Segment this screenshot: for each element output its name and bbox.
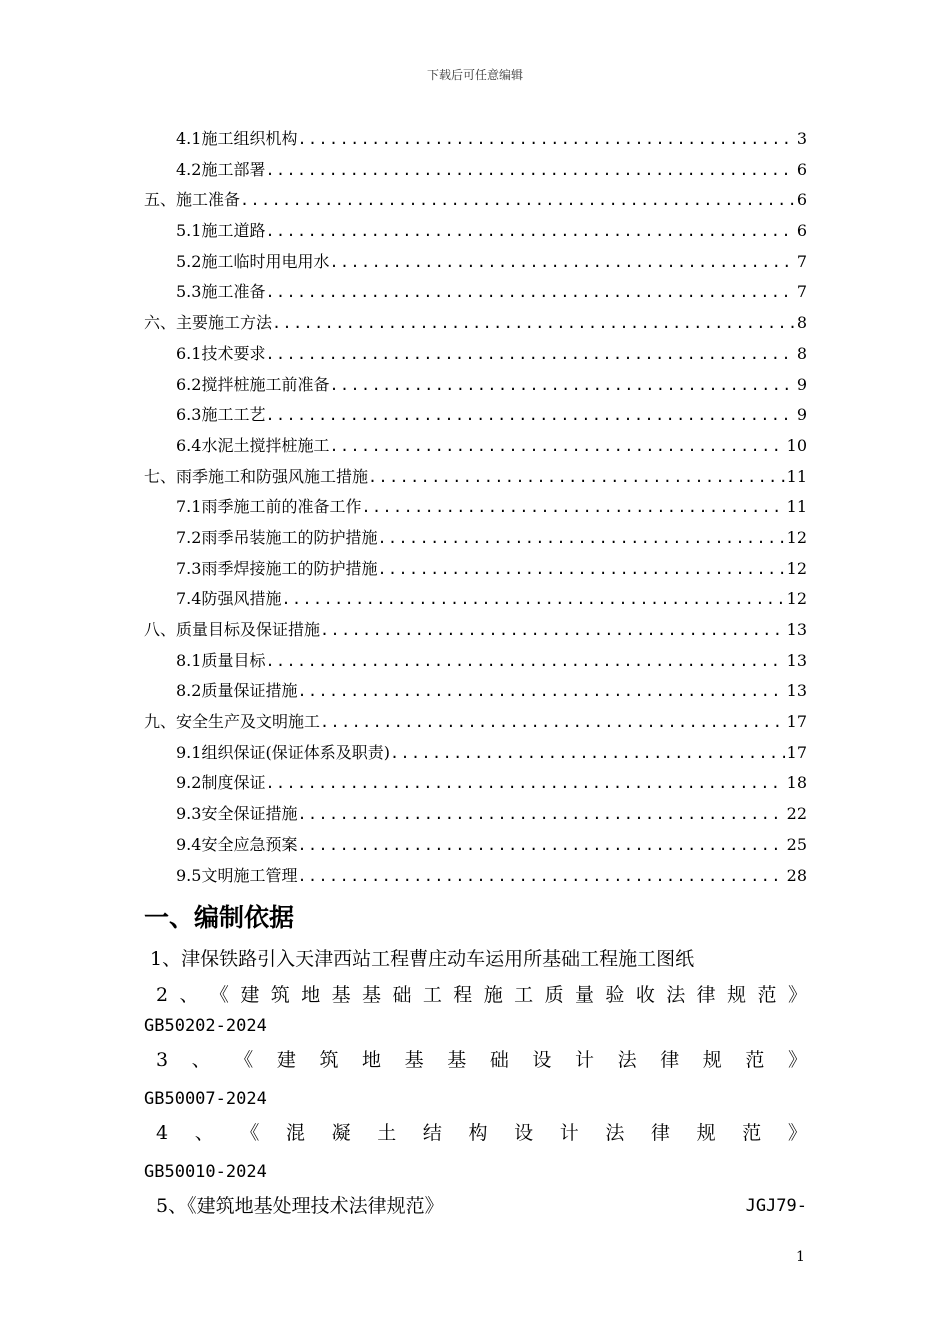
toc-entry[interactable] [144, 277, 807, 308]
toc-entry-title: 9.4安全应急预案 [176, 834, 298, 854]
toc-leader-dots [297, 124, 794, 155]
reference-char: 基 [447, 1049, 467, 1071]
reference-char: 础 [392, 984, 412, 1006]
reference-char: 《 [234, 1049, 254, 1071]
reference-5-code: JGJ79- [745, 1196, 807, 1216]
reference-char: 设 [514, 1122, 534, 1144]
toc-entry[interactable] [144, 247, 807, 278]
toc-entry-page: 13 [786, 650, 807, 670]
reference-char: 程 [453, 984, 473, 1006]
reference-char: 建 [240, 984, 260, 1006]
toc-leader-dots [297, 830, 784, 861]
reference-char: 建 [276, 1049, 296, 1071]
reference-char: 混 [285, 1122, 305, 1144]
toc-entry[interactable] [144, 584, 807, 615]
toc-leader-dots [368, 462, 785, 493]
toc-entry-page: 25 [786, 834, 807, 854]
section-heading: 一、编制依据 [144, 903, 295, 932]
toc-entry[interactable] [144, 830, 807, 861]
toc-entry-page: 7 [796, 282, 807, 302]
reference-4-code: GB50010-2024 [144, 1162, 267, 1182]
toc-entry-page: 10 [786, 435, 807, 455]
toc-entry-page: 9 [796, 405, 807, 425]
reference-char: 律 [650, 1122, 670, 1144]
reference-char: 2 [156, 984, 169, 1006]
toc-entry[interactable] [144, 216, 807, 247]
page-header: 下载后可任意编辑 [426, 68, 523, 82]
reference-char: 3 [156, 1049, 169, 1071]
toc-entry-title: 9.5文明施工管理 [176, 865, 298, 885]
toc-entry-title: 六、主要施工方法 [144, 313, 273, 333]
reference-char: 筑 [319, 1049, 339, 1071]
toc-entry-title: 6.1技术要求 [176, 343, 266, 363]
toc-entry[interactable] [144, 646, 807, 677]
toc-leader-dots [329, 370, 794, 401]
toc-leader-dots [297, 799, 784, 830]
reference-char: 验 [605, 984, 625, 1006]
toc-entry-page: 11 [786, 466, 807, 486]
reference-2-code: GB50202-2024 [144, 1016, 267, 1036]
reference-char: 计 [575, 1049, 595, 1071]
toc-entry-page: 17 [786, 712, 807, 732]
reference-1: 1、津保铁路引入天津西站工程曹庄动车运用所基础工程施工图纸 [150, 948, 695, 970]
toc-entry[interactable] [144, 615, 807, 646]
toc-entry-title: 八、质量目标及保证措施 [144, 620, 321, 639]
toc-leader-dots [377, 554, 784, 585]
toc-leader-dots [265, 646, 784, 677]
reference-char: 规 [696, 1122, 716, 1144]
toc-leader-dots [377, 523, 784, 554]
toc-entry[interactable] [144, 523, 807, 554]
toc-entry-title: 九、安全生产及文明施工 [144, 712, 321, 732]
toc-leader-dots [272, 308, 795, 339]
toc-entry-page: 13 [786, 620, 807, 639]
reference-3 [144, 1042, 807, 1078]
toc-entry-page: 3 [796, 129, 807, 148]
reference-char: 工 [514, 984, 534, 1006]
toc-entry-page: 7 [796, 251, 807, 271]
reference-char: 收 [635, 984, 655, 1006]
reference-char: 凝 [331, 1122, 351, 1144]
toc-entry[interactable] [144, 799, 807, 830]
reference-char: 规 [702, 1049, 722, 1071]
toc-entry-title: 8.1质量目标 [176, 650, 266, 670]
toc-entry[interactable] [144, 676, 807, 707]
toc-leader-dots [297, 676, 784, 707]
reference-char: 范 [757, 984, 777, 1006]
toc-entry[interactable] [144, 462, 807, 493]
reference-4 [144, 1115, 807, 1151]
toc-entry-page: 6 [796, 190, 807, 210]
table-of-contents [144, 124, 807, 891]
reference-char: 基 [331, 984, 351, 1006]
reference-char: 量 [574, 984, 594, 1006]
toc-entry[interactable] [144, 492, 807, 523]
toc-entry-title: 6.2搅拌桩施工前准备 [176, 374, 330, 394]
reference-char: 计 [559, 1122, 579, 1144]
reference-3-code: GB50007-2024 [144, 1089, 267, 1109]
toc-entry-page: 17 [786, 742, 807, 762]
toc-entry-title: 7.3雨季焊接施工的防护措施 [176, 558, 378, 578]
toc-entry[interactable] [144, 768, 807, 799]
reference-char: 法 [617, 1049, 637, 1071]
reference-char: 、 [194, 1122, 214, 1144]
toc-leader-dots [297, 861, 784, 892]
toc-entry-page: 8 [796, 313, 807, 333]
toc-entry-page: 11 [786, 497, 807, 517]
toc-entry-title: 5.1施工道路 [176, 221, 266, 241]
reference-char: 础 [489, 1049, 509, 1071]
toc-entry-page: 9 [796, 374, 807, 394]
toc-entry[interactable] [144, 861, 807, 892]
toc-entry-page: 28 [786, 865, 807, 885]
toc-entry-page: 6 [796, 221, 807, 241]
page-number: 1 [796, 1249, 805, 1265]
reference-char: 法 [666, 984, 686, 1006]
reference-char: 范 [742, 1122, 762, 1144]
toc-entry-title: 6.3施工工艺 [176, 405, 266, 425]
toc-entry-title: 5.3施工准备 [176, 282, 266, 302]
toc-entry-title: 7.4防强风措施 [176, 589, 282, 609]
reference-char: 《 [240, 1122, 260, 1144]
reference-char: 、 [179, 984, 199, 1006]
toc-leader-dots [281, 584, 784, 615]
reference-5-title: 5、《建筑地基处理技术法律规范》 [156, 1195, 444, 1217]
toc-entry[interactable] [144, 554, 807, 585]
reference-char: 构 [468, 1122, 488, 1144]
reference-char: 基 [404, 1049, 424, 1071]
toc-entry-title: 5.2施工临时用电用水 [176, 251, 330, 271]
toc-entry[interactable] [144, 339, 807, 370]
toc-leader-dots [320, 707, 785, 738]
reference-char: 施 [483, 984, 503, 1006]
reference-char: 筑 [270, 984, 290, 1006]
toc-entry-page: 18 [786, 773, 807, 793]
toc-entry-title: 4.1施工组织机构 [176, 129, 298, 148]
reference-char: 4 [156, 1122, 169, 1144]
reference-char: 律 [660, 1049, 680, 1071]
toc-entry[interactable] [144, 400, 807, 431]
toc-entry[interactable] [144, 707, 807, 738]
reference-char: 结 [422, 1122, 442, 1144]
toc-leader-dots [265, 400, 794, 431]
toc-leader-dots [329, 431, 784, 462]
reference-char: 地 [362, 1049, 382, 1071]
toc-entry[interactable] [144, 124, 807, 155]
reference-char: 质 [544, 984, 564, 1006]
toc-leader-dots [265, 155, 794, 186]
reference-char: 《 [209, 984, 229, 1006]
toc-entry[interactable] [144, 308, 807, 339]
toc-entry-title: 7.2雨季吊装施工的防护措施 [176, 527, 378, 547]
toc-leader-dots [390, 738, 785, 769]
toc-entry-title: 9.1组织保证(保证体系及职责) [176, 742, 390, 762]
toc-entry[interactable] [144, 431, 807, 462]
toc-entry-page: 8 [796, 343, 807, 363]
toc-entry-page: 13 [786, 681, 807, 701]
toc-entry-title: 8.2质量保证措施 [176, 681, 298, 701]
toc-entry-page: 12 [786, 527, 807, 547]
toc-entry[interactable] [144, 738, 807, 769]
reference-char: 律 [696, 984, 716, 1006]
toc-entry-title: 6.4水泥土搅拌桩施工 [176, 435, 330, 455]
reference-4-title [156, 1115, 807, 1151]
reference-char: 工 [422, 984, 442, 1006]
reference-char: 、 [191, 1049, 211, 1071]
reference-char: 范 [745, 1049, 765, 1071]
toc-leader-dots [265, 216, 794, 247]
toc-entry-title: 9.3安全保证措施 [176, 804, 298, 824]
reference-char: 法 [605, 1122, 625, 1144]
toc-leader-dots [320, 615, 785, 646]
toc-leader-dots [265, 277, 794, 308]
reference-char: 地 [301, 984, 321, 1006]
reference-char: 》 [787, 1049, 807, 1071]
reference-char: 》 [787, 984, 807, 1006]
toc-leader-dots [329, 247, 794, 278]
toc-entry-title: 五、施工准备 [144, 190, 241, 210]
reference-char: 土 [377, 1122, 397, 1144]
toc-entry-page: 12 [786, 589, 807, 609]
reference-char: 规 [727, 984, 747, 1006]
toc-leader-dots [265, 339, 794, 370]
toc-entry-page: 12 [786, 558, 807, 578]
toc-entry-page: 6 [796, 159, 807, 179]
toc-entry-page: 22 [786, 804, 807, 824]
toc-leader-dots [240, 185, 795, 216]
reference-char: 》 [787, 1122, 807, 1144]
toc-leader-dots [265, 768, 784, 799]
reference-char: 设 [532, 1049, 552, 1071]
reference-3-title [156, 1042, 807, 1078]
toc-entry[interactable] [144, 370, 807, 401]
toc-entry-title: 七、雨季施工和防强风施工措施 [144, 466, 369, 486]
reference-5 [144, 1188, 807, 1224]
toc-entry[interactable] [144, 185, 807, 216]
toc-entry-title: 7.1雨季施工前的准备工作 [176, 497, 362, 517]
toc-entry-title: 4.2施工部署 [176, 159, 266, 179]
reference-char: 基 [362, 984, 382, 1006]
toc-entry-title: 9.2制度保证 [176, 773, 266, 793]
toc-entry[interactable] [144, 155, 807, 186]
toc-leader-dots [361, 492, 784, 523]
